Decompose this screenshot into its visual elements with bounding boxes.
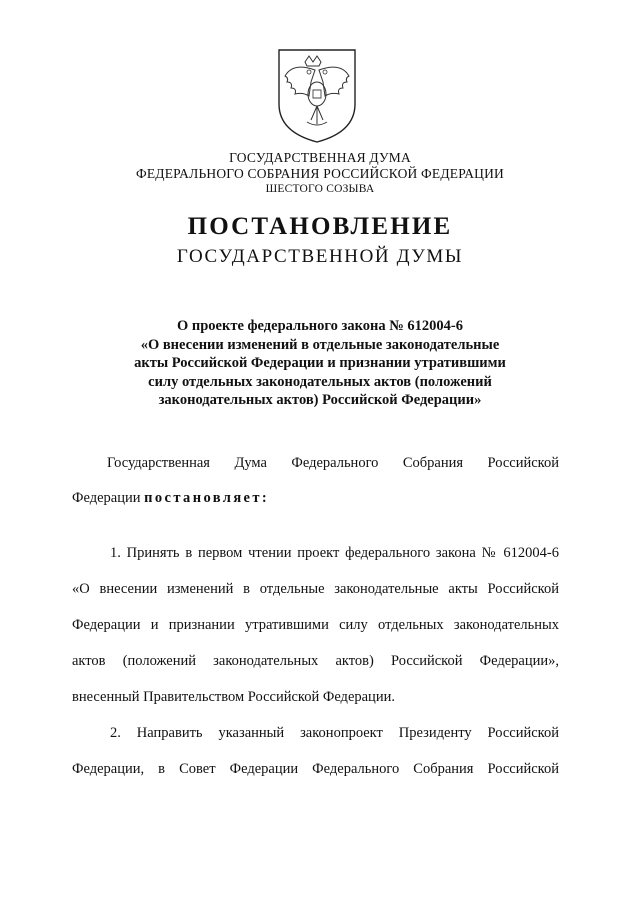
header-line-1: ГОСУДАРСТВЕННАЯ ДУМА [229,150,411,165]
document-title: ПОСТАНОВЛЕНИЕ [187,213,453,240]
preamble-line-1: Государственная Дума Федерального Собрания Российской [107,455,559,471]
subject-line: О проекте федерального закона № 612004-6 [176,318,464,334]
header-line-2: ФЕДЕРАЛЬНОГО СОБРАНИЯ РОССИЙСКОЙ ФЕДЕРАЦИИ [136,166,504,181]
document-subject [90,317,550,410]
coat-of-arms-emblem [275,48,359,144]
preamble-resolves: постановляет: [144,490,270,506]
subject-line: «О внесении изменений в отдельные законодательные [140,336,500,353]
paragraph-1-line: 1. Принять в первом чтении проект федерального закона № 612004-6 [110,545,559,561]
preamble-line-2 [72,490,559,507]
paragraph-1-line: «О внесении изменений в отдельные законодательные акты Российской [72,581,559,597]
paragraph-2-line: 2. Направить указанный законопроект Президенту Российской [110,725,559,741]
subject-line: силу отдельных законодательных актов (положений [148,373,492,390]
header-line-3: ШЕСТОГО СОЗЫВА [265,183,375,195]
document-subtitle: ГОСУДАРСТВЕННОЙ ДУМЫ [176,246,464,267]
paragraph-1-line: актов (положений законодательных актов) Российской Федерации», [72,653,559,669]
subject-line: акты Российской Федерации и признании утратившими [134,355,506,371]
paragraph-1-line: Федерации и признании утратившими силу отдельных законодательных [72,617,559,633]
paragraph-1-line: внесенный Правительством Российской Федерации. [72,689,395,705]
preamble-start: Федерации [72,490,141,506]
subject-line: законодательных актов) Российской Федерации» [158,392,482,408]
paragraph-2-line: Федерации, в Совет Федерации Федерального Собрания Российской [72,761,559,777]
